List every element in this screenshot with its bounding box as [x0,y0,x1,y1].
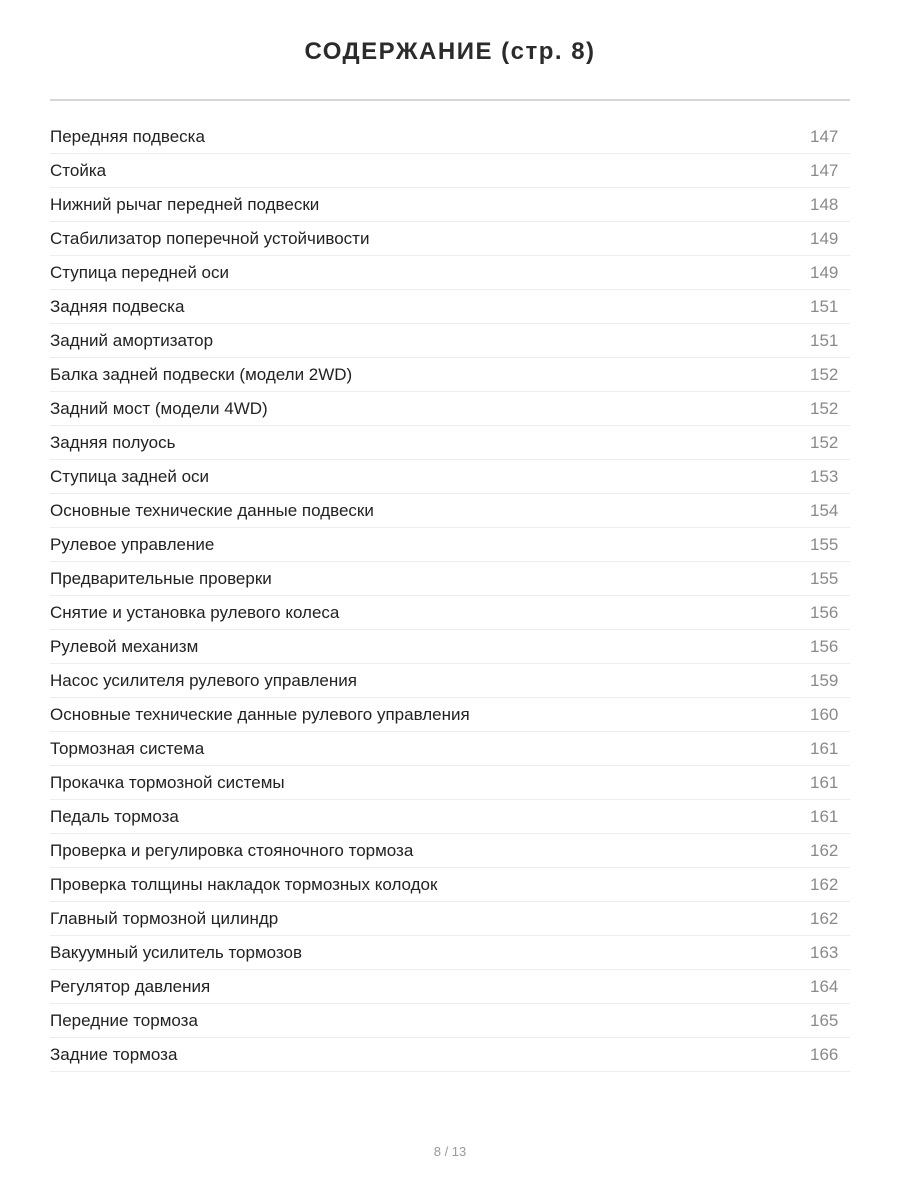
toc-entry-page-number: 149 [810,228,839,248]
toc-entry-page-number: 163 [810,942,839,962]
toc-entry-label: Предварительные проверки [50,568,272,588]
toc-entry-page-number: 147 [810,160,839,180]
toc-entry[interactable] [50,1004,850,1038]
toc-entry-page-number: 162 [810,840,839,860]
toc-entry-page-number: 161 [810,806,839,826]
toc-entry-page-number: 165 [810,1010,839,1030]
toc-entry[interactable] [50,1038,850,1072]
toc-entry-label: Проверка и регулировка стояночного тормоза [50,840,414,860]
toc-entry-label: Задняя подвеска [50,296,185,316]
page-counter: 8 / 13 [433,1144,467,1159]
toc-entry[interactable] [50,188,850,222]
toc-entry[interactable] [50,970,850,1004]
toc-entry-page-number: 156 [810,602,839,622]
toc-entry-label: Ступица задней оси [50,466,210,486]
toc-entry-page-number: 155 [810,534,839,554]
toc-entry[interactable] [50,154,850,188]
toc-entry-label: Рулевой механизм [50,636,199,656]
toc-entry-page-number: 166 [810,1044,839,1064]
toc-entry-page-number: 164 [810,976,839,996]
toc-entry-page-number: 160 [810,704,839,724]
toc-entry-page-number: 148 [810,194,839,214]
page-title: СОДЕРЖАНИЕ (стр. 8) [304,38,596,65]
toc-entry[interactable] [50,222,850,256]
toc-entry-page-number: 162 [810,908,839,928]
toc-entry-label: Снятие и установка рулевого колеса [50,602,340,622]
toc-entry-page-number: 151 [810,296,839,316]
toc-entry[interactable] [50,732,850,766]
toc-entry-label: Главный тормозной цилиндр [50,908,279,928]
toc-entry-label: Задние тормоза [50,1044,178,1064]
toc-entry-label: Основные технические данные рулевого управления [50,704,470,724]
toc-entry-label: Стойка [50,160,107,180]
toc-entry-label: Тормозная система [50,738,205,758]
toc-entry-page-number: 149 [810,262,839,282]
toc-entry[interactable] [50,902,850,936]
toc-entry[interactable] [50,290,850,324]
toc-entry-label: Передние тормоза [50,1010,198,1030]
toc-entry-label: Передняя подвеска [50,126,205,146]
toc-entry[interactable] [50,358,850,392]
toc-entry[interactable] [50,256,850,290]
toc-entry-page-number: 152 [810,398,839,418]
toc-entry-label: Прокачка тормозной системы [50,772,285,792]
toc-entry-label: Задняя полуось [50,432,176,452]
toc-entry-label: Нижний рычаг передней подвески [50,194,320,214]
toc-entry[interactable] [50,698,850,732]
toc-entry-page-number: 152 [810,432,839,452]
toc-entry-page-number: 162 [810,874,839,894]
toc-entry[interactable] [50,630,850,664]
toc-entry-label: Задний амортизатор [50,330,214,350]
toc-entry[interactable] [50,596,850,630]
toc-entry[interactable] [50,800,850,834]
toc-entry-label: Ступица передней оси [50,262,229,282]
toc-entry[interactable] [50,664,850,698]
toc-entry-page-number: 153 [810,466,839,486]
toc-entry[interactable] [50,324,850,358]
toc-entry-page-number: 156 [810,636,839,656]
toc-entry[interactable] [50,562,850,596]
toc-entry[interactable] [50,494,850,528]
toc-entry-page-number: 152 [810,364,839,384]
toc-entry-label: Основные технические данные подвески [50,500,374,520]
toc-entry[interactable] [50,392,850,426]
toc-entry[interactable] [50,868,850,902]
toc-entry-label: Задний мост (модели 4WD) [50,398,268,418]
toc-entry-page-number: 147 [810,126,839,146]
toc-entry-label: Насос усилителя рулевого управления [50,670,357,690]
title-divider [50,99,850,101]
toc-entry-label: Вакуумный усилитель тормозов [50,942,302,962]
toc-entry-page-number: 154 [810,500,839,520]
toc-entry-page-number: 161 [810,738,839,758]
toc-entry[interactable] [50,834,850,868]
toc-entry[interactable] [50,460,850,494]
toc-entry-label: Рулевое управление [50,534,215,554]
toc-entry[interactable] [50,426,850,460]
toc-entry-label: Балка задней подвески (модели 2WD) [50,364,353,384]
toc-entry[interactable] [50,528,850,562]
toc-entry-label: Педаль тормоза [50,806,179,826]
toc-entry-label: Регулятор давления [50,976,211,996]
toc-entry-page-number: 159 [810,670,839,690]
toc-entry-page-number: 151 [810,330,839,350]
toc-entry[interactable] [50,936,850,970]
toc-entry-page-number: 161 [810,772,839,792]
toc-entry-page-number: 155 [810,568,839,588]
toc-entry-label: Стабилизатор поперечной устойчивости [50,228,370,248]
toc-list [50,120,850,1072]
toc-entry[interactable] [50,120,850,154]
toc-entry-label: Проверка толщины накладок тормозных колодок [50,874,438,894]
toc-entry[interactable] [50,766,850,800]
